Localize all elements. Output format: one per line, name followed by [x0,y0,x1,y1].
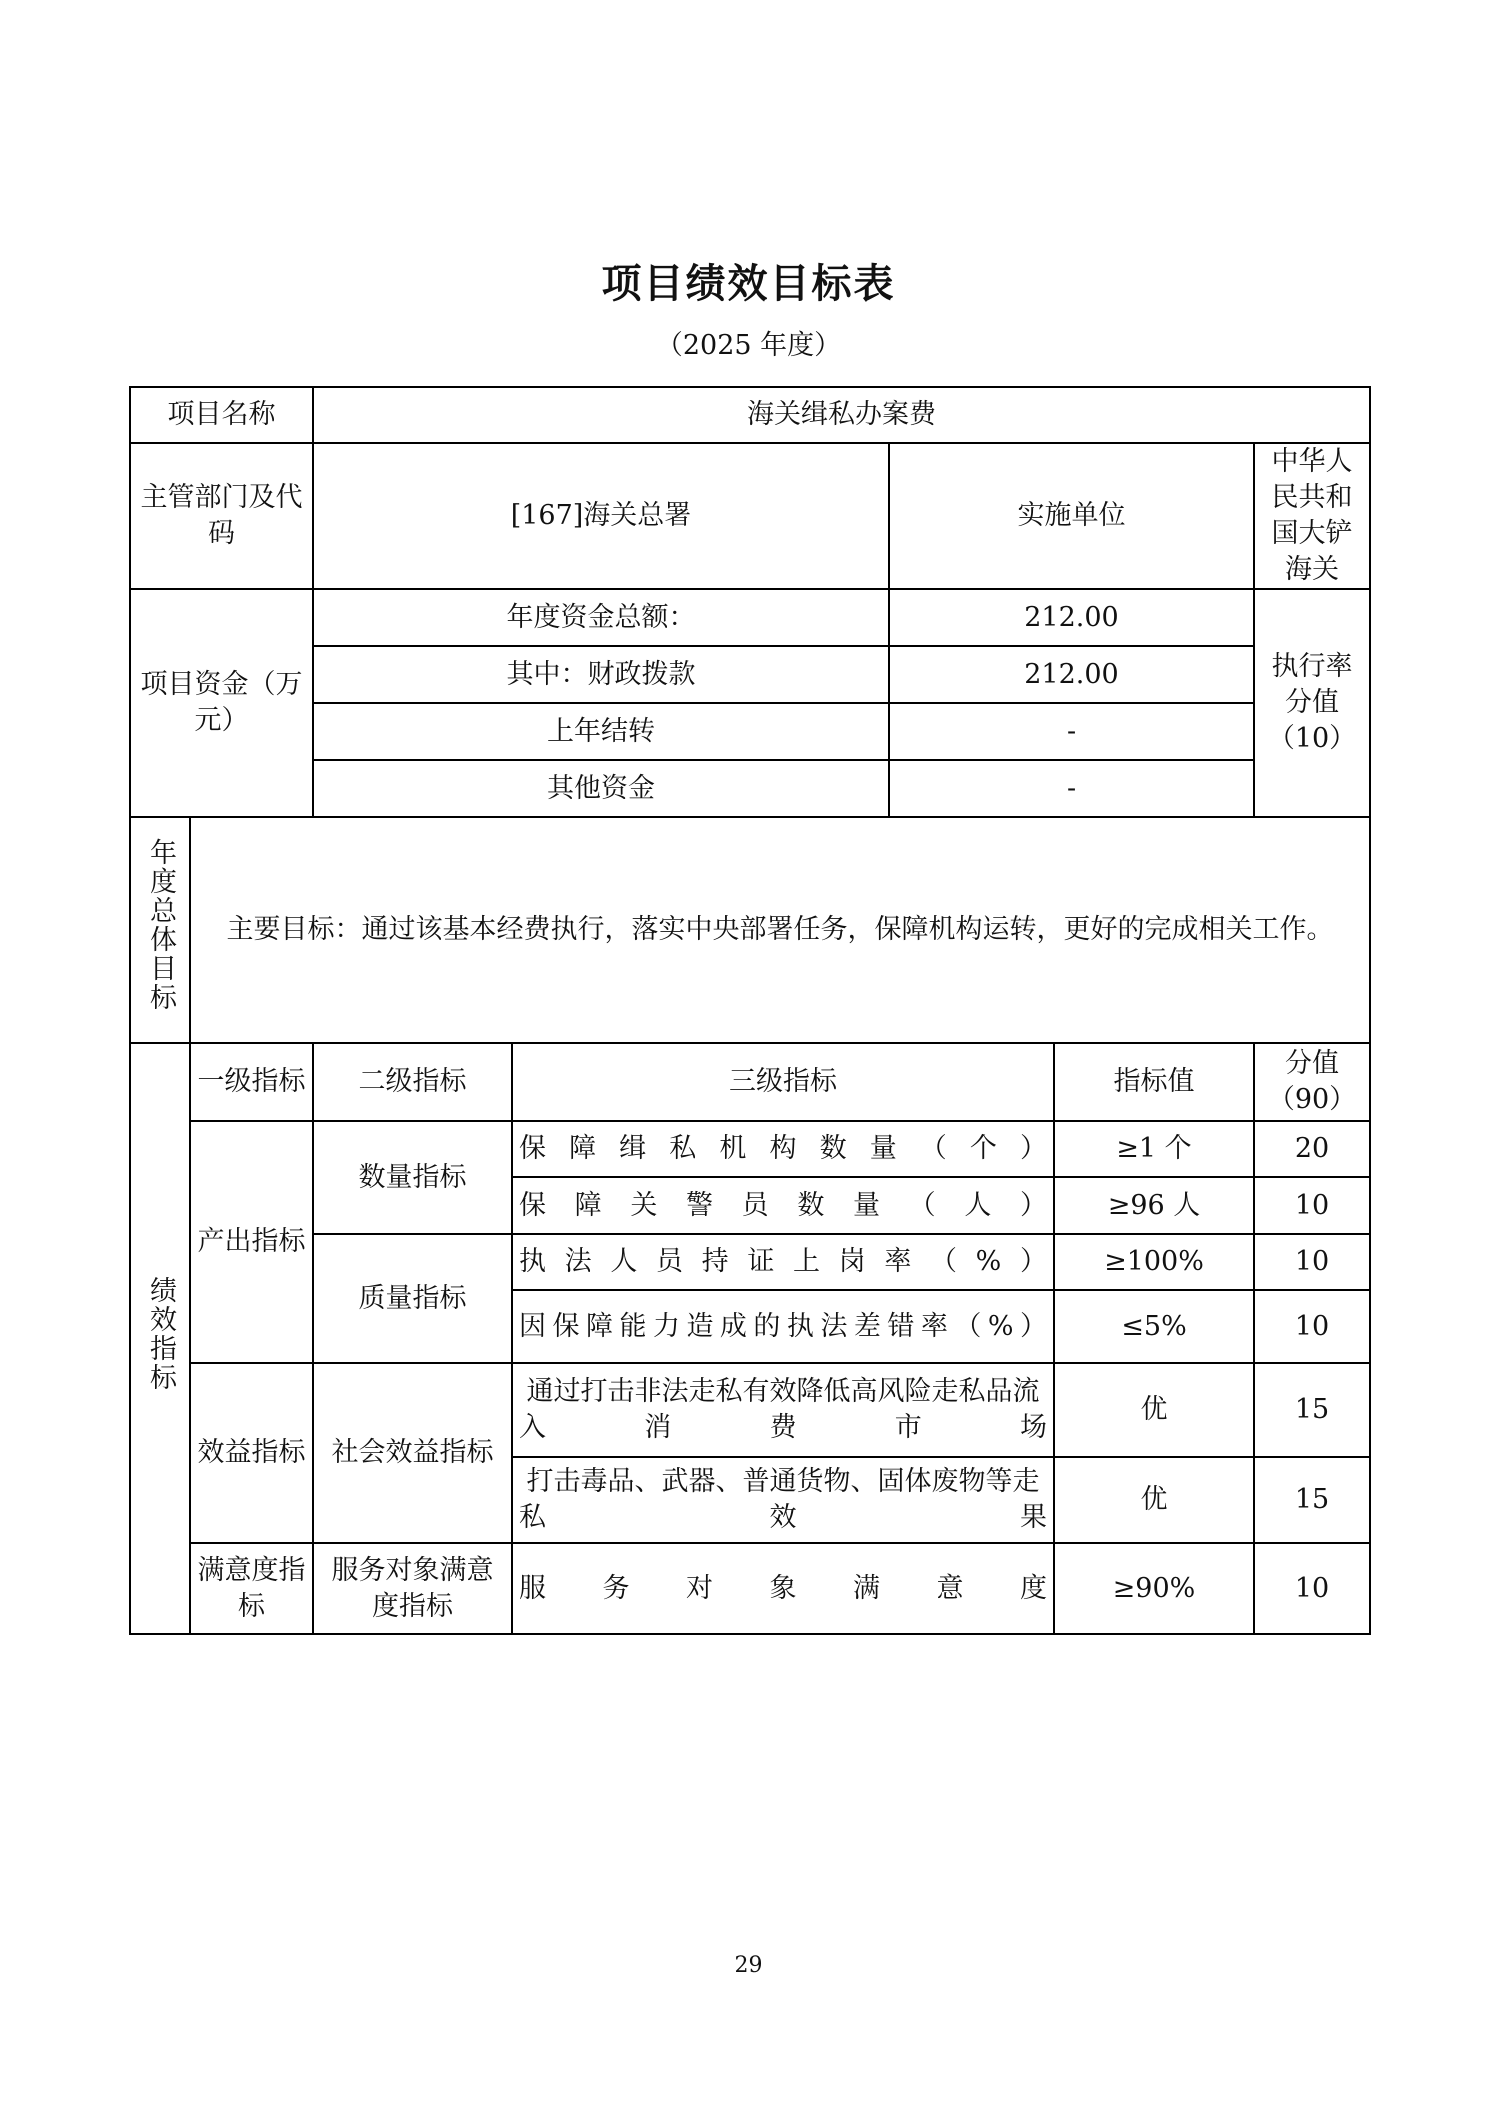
project-name-label: 项目名称 [130,387,313,443]
goal-row [130,817,1370,1043]
page-subtitle: （2025 年度） [655,330,842,361]
indicator-name: 执法人员持证上岗率（%） [512,1234,1054,1290]
group-service: 服务对象满意度指标 [313,1543,512,1634]
funds-row [130,646,1370,703]
indicator-score: 20 [1254,1121,1370,1177]
funds-fiscal-value: 212.00 [889,646,1254,703]
indicator-value: ≥1 个 [1054,1121,1254,1177]
goal-text: 主要目标：通过该基本经费执行，落实中央部署任务，保障机构运转，更好的完成相关工作。 [190,817,1370,1043]
funds-other-value: - [889,760,1254,817]
funds-carryover-label: 上年结转 [313,703,889,760]
exec-rate-score: 执行率分值（10） [1254,589,1370,817]
funds-other-label: 其他资金 [313,760,889,817]
indicator-value: ≤5% [1054,1290,1254,1363]
project-name-value: 海关缉私办案费 [313,387,1370,443]
group-output: 产出指标 [190,1121,313,1363]
table-row [130,1121,1370,1177]
funds-total-label: 年度资金总额： [313,589,889,646]
indicator-value: 优 [1054,1457,1254,1543]
indicator-name: 保障缉私机构数量（个） [512,1121,1054,1177]
department-row [130,443,1370,589]
header-level1: 一级指标 [190,1043,313,1121]
project-name-row [130,387,1370,443]
indicator-header-row [130,1043,1370,1121]
indicator-score: 15 [1254,1457,1370,1543]
funds-row [130,760,1370,817]
indicator-name: 通过打击非法走私有效降低高风险走私品流入消费市场 [512,1363,1054,1457]
indicator-score: 10 [1254,1234,1370,1290]
group-satisfaction: 满意度指标 [190,1543,313,1634]
goal-label [130,817,190,1043]
indicator-score: 15 [1254,1363,1370,1457]
dept-value: [167]海关总署 [313,443,889,589]
page-title: 项目绩效目标表 [601,261,896,307]
indicator-value: ≥96 人 [1054,1177,1254,1234]
table-row [130,1363,1370,1457]
group-benefit: 效益指标 [190,1363,313,1543]
indicator-score: 10 [1254,1290,1370,1363]
funds-fiscal-label: 其中：财政拨款 [313,646,889,703]
indicator-score: 10 [1254,1543,1370,1634]
group-quality: 质量指标 [313,1234,512,1363]
indicator-value: 优 [1054,1363,1254,1457]
indicator-name: 保障关警员数量（人） [512,1177,1054,1234]
funds-carryover-value: - [889,703,1254,760]
page-number: 29 [734,1953,763,1978]
table-row [130,1234,1370,1290]
unit-label: 实施单位 [889,443,1254,589]
indicator-name: 服务对象满意度 [512,1543,1054,1634]
indicator-name: 打击毒品、武器、普通货物、固体废物等走私效果 [512,1457,1054,1543]
funds-label: 项目资金（万元） [130,589,313,817]
performance-table [129,386,1371,1635]
indicator-value: ≥100% [1054,1234,1254,1290]
funds-total-value: 212.00 [889,589,1254,646]
group-quantity: 数量指标 [313,1121,512,1234]
header-level2: 二级指标 [313,1043,512,1121]
table-row [130,1543,1370,1634]
goal-label-text: 年度总体目标 [145,838,176,1012]
group-social: 社会效益指标 [313,1363,512,1543]
unit-value: 中华人民共和国大铲海关 [1254,443,1370,589]
indicator-name: 因保障能力造成的执法差错率（%） [512,1290,1054,1363]
dept-label: 主管部门及代码 [130,443,313,589]
funds-row [130,589,1370,646]
indicator-section-label [130,1043,190,1634]
indicator-section-text: 绩效指标 [145,1275,176,1392]
indicator-score: 10 [1254,1177,1370,1234]
indicator-value: ≥90% [1054,1543,1254,1634]
header-level3: 三级指标 [512,1043,1054,1121]
header-score: 分值（90） [1254,1043,1370,1121]
header-value: 指标值 [1054,1043,1254,1121]
funds-row [130,703,1370,760]
